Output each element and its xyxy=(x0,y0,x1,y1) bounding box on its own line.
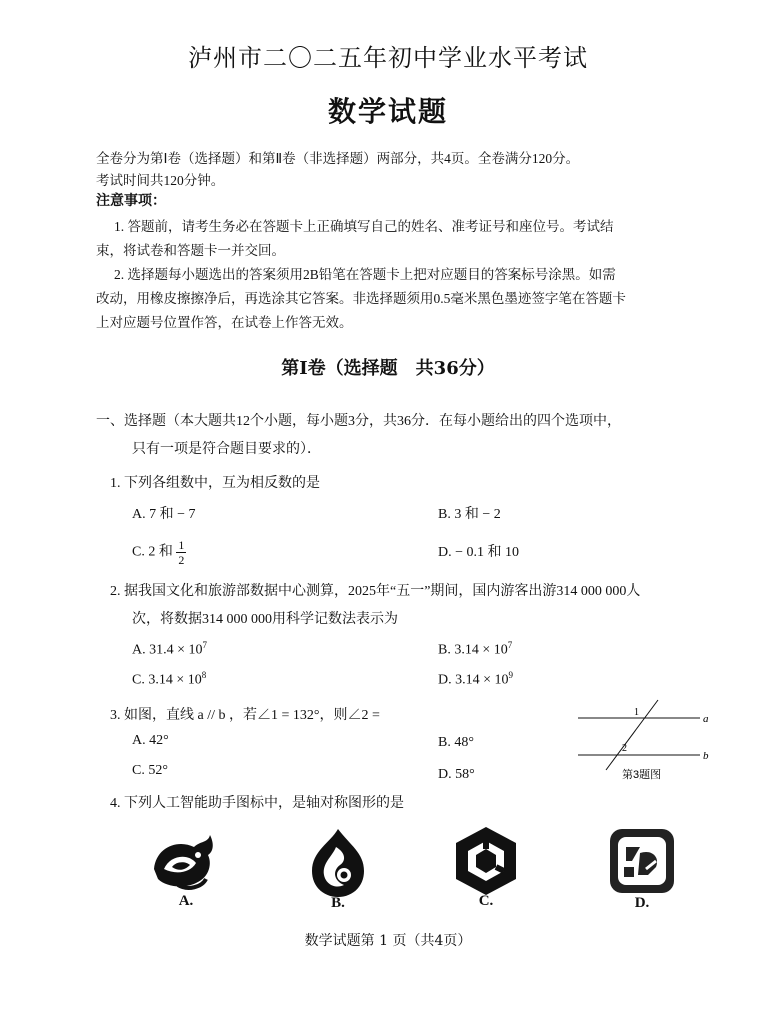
fraction-denominator: 2 xyxy=(178,553,185,567)
q3-option-d: D. 58° xyxy=(438,767,475,782)
q4-option-a-label: A. xyxy=(178,893,194,909)
section-title: 第Ⅰ卷（选择题 共36分） xyxy=(281,358,495,379)
q1-option-d: D. − 0.1 和 10 xyxy=(438,545,520,560)
fraction-numerator: 1 xyxy=(178,538,185,552)
q2-option-a xyxy=(132,640,207,659)
q2-option-b xyxy=(438,640,512,659)
q3-option-c: C. 52° xyxy=(132,763,168,778)
flame-swirl-logo-icon xyxy=(300,825,376,901)
intro-line-1: 全卷分为第Ⅰ卷（选择题）和第Ⅱ卷（非选择题）两部分，共4页。全卷满分120分。 xyxy=(96,151,580,166)
q2-option-d-exponent: 9 xyxy=(508,670,514,680)
exam-title: 泸州市二〇二五年初中学业水平考试 xyxy=(188,44,588,72)
note-2-line-2: 改动，用橡皮擦擦净后，再选涂其它答案。非选择题须用0.5毫米黑色墨迹签字笔在答题卡 xyxy=(96,291,626,306)
q1-stem: 1. 下列各组数中，互为相反数的是 xyxy=(110,476,320,491)
angle-1-label: 1 xyxy=(634,707,639,718)
note-1-line-2: 束，将试卷和答题卡一并交回。 xyxy=(96,243,285,258)
line-b-label: b xyxy=(703,750,709,762)
q4-stem: 4. 下列人工智能助手图标中，是轴对称图形的是 xyxy=(110,796,404,811)
q3-stem: 3. 如图，直线 a // b ，若∠1 = 132°，则∠2 = xyxy=(110,708,380,723)
q4-option-c-label: C. xyxy=(478,893,494,909)
q3-figure xyxy=(568,698,718,784)
q2-option-c-exponent: 8 xyxy=(201,670,207,680)
figure-caption: 第3题图 xyxy=(622,769,662,781)
q3-option-a: A. 42° xyxy=(132,733,169,748)
part-heading-line-2: 只有一项是符合题目要求的）． xyxy=(132,442,321,457)
note-2-line-1: 2. 选择题每小题选出的答案须用2B铅笔在答题卡上把对应题目的答案标号涂黑。如需 xyxy=(114,267,616,282)
q1-option-b: B. 3 和 − 2 xyxy=(438,507,501,522)
note-2-line-3: 上对应题号位置作答，在试卷上作答无效。 xyxy=(96,315,353,330)
fraction xyxy=(176,538,186,567)
rounded-square-logo-icon xyxy=(604,823,680,899)
subject-title: 数学试题 xyxy=(327,95,448,128)
q2-option-c-base: C. 3.14 × 10 xyxy=(132,672,202,688)
q4-option-b-label: B. xyxy=(331,895,345,911)
q2-stem-line-2: 次，将数据314 000 000用科学记数法表示为 xyxy=(132,612,398,627)
q2-option-b-base: B. 3.14 × 10 xyxy=(438,642,508,658)
angle-2-label: 2 xyxy=(622,743,627,754)
transversal-line xyxy=(606,700,658,770)
notes-heading: 注意事项： xyxy=(96,193,166,209)
q2-option-a-base: A. 31.4 × 10 xyxy=(132,642,203,658)
whale-logo-icon xyxy=(148,825,224,901)
part-heading-line-1: 一、选择题（本大题共12个小题，每小题3分，共36分．在每小题给出的四个选项中， xyxy=(96,414,621,429)
q3-option-b: B. 48° xyxy=(438,735,474,750)
q1-option-c-prefix: C. 2 和 xyxy=(132,544,173,560)
q1-option-a: A. 7 和 − 7 xyxy=(132,507,196,522)
q2-option-d-base: D. 3.14 × 10 xyxy=(438,672,509,688)
q2-option-c xyxy=(132,670,206,689)
intro-line-2: 考试时间共120分钟。 xyxy=(96,173,225,188)
hexagon-cube-logo-icon xyxy=(448,823,524,899)
q2-option-a-exponent: 7 xyxy=(202,640,208,650)
q2-option-b-exponent: 7 xyxy=(507,640,513,650)
q4-option-d-label: D. xyxy=(634,895,650,911)
q1-option-c xyxy=(132,538,186,567)
line-a-label: a xyxy=(703,713,709,725)
note-1-line-1: 1. 答题前，请考生务必在答题卡上正确填写自己的姓名、准考证号和座位号。考试结 xyxy=(114,219,614,234)
page-footer: 数学试题第 1 页（共4页） xyxy=(304,933,472,949)
q2-option-d xyxy=(438,670,513,689)
q2-stem-line-1: 2. 据我国文化和旅游部数据中心测算，2025年“五一”期间，国内游客出游314 000 000人 xyxy=(110,584,641,599)
